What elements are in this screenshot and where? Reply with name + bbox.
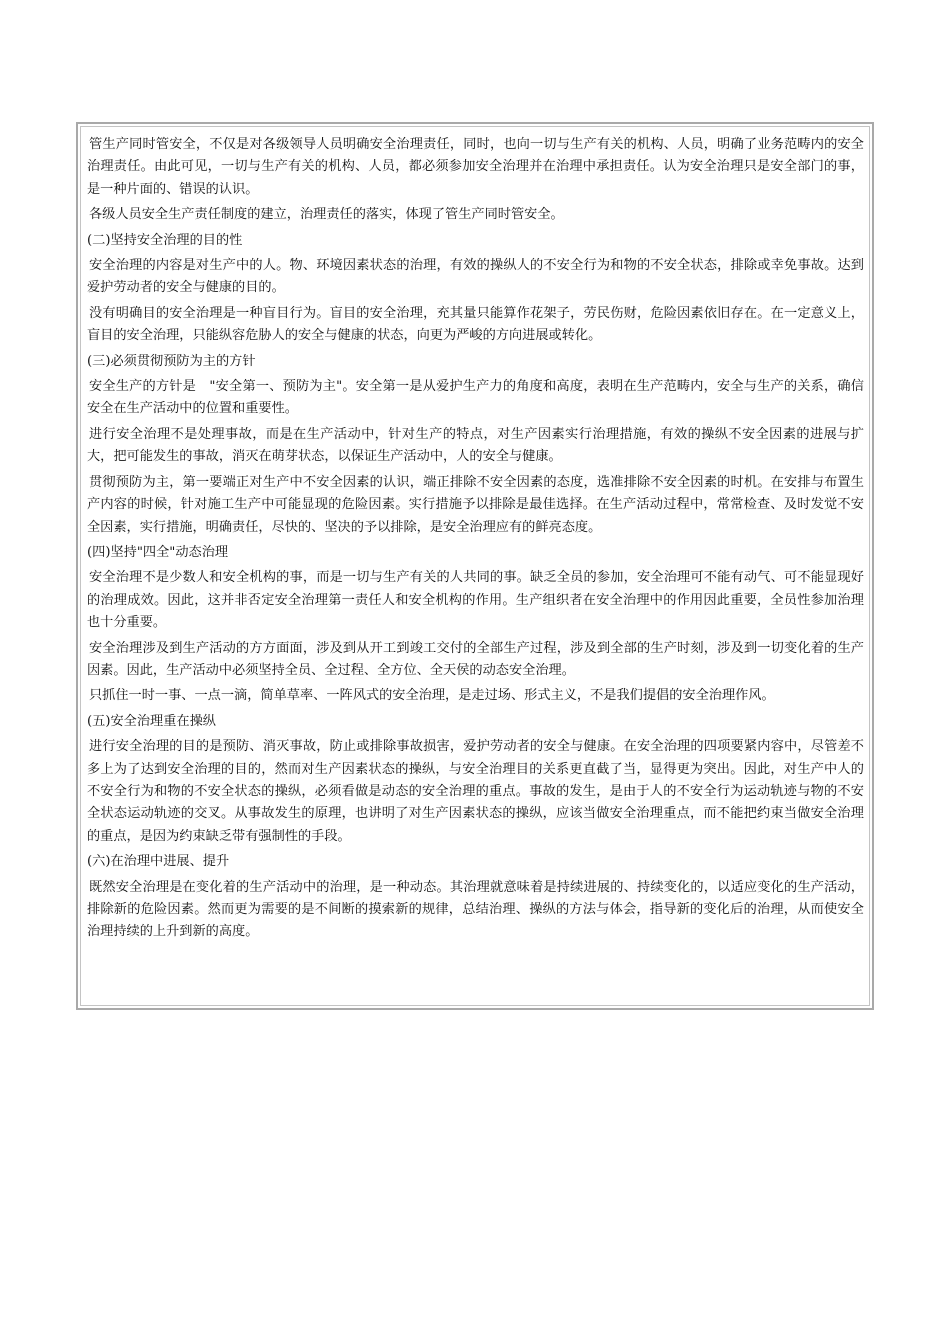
content-body (80, 126, 870, 1006)
paragraph: 安全治理的内容是对生产中的人。物、环境因素状态的治理，有效的操纵人的不安全行为和物的不安全状态，排除或幸免事故。达到爱护劳动者的安全与健康的目的。 (87, 258, 864, 296)
content-frame (76, 122, 874, 1010)
section-heading: (六)在治理中进展、提升 (87, 854, 230, 870)
paragraph: 进行安全治理不是处理事故，而是在生产活动中，针对生产的特点，对生产因素实行治理措施，有效的操纵不安全因素的进展与扩大，把可能发生的事故，消灭在萌芽状态，以保证生产活动中，人的安全与健康。 (87, 426, 864, 465)
paragraph: 安全治理涉及到生产活动的方方面面，涉及到从开工到竣工交付的全部生产过程，涉及到全部的生产时刻，涉及到一切变化着的生产因素。因此，生产活动中必须坚持全员、全过程、全方位、全天侯的动态安全治理。 (87, 640, 864, 678)
paragraph: 只抓住一时一事、一点一滴，简单草率、一阵风式的安全治理，是走过场、形式主义，不是我们提倡的安全治理作风。 (89, 688, 775, 704)
paragraph: 进行安全治理的目的是预防、消灭事故，防止或排除事故损害，爱护劳动者的安全与健康。在安全治理的四项要紧内容中，尽管差不多上为了达到安全治理的目的，然而对生产因素状态的操纵，与安全治理目的关系更直截了当，显得更为突出。因此，对生产中人的不安全行为和物的不安全状态的操纵，必须看做是动态的安全治理的重点。事故的发生，是由于人的不安全行为运动轨迹与物的不安全状态运动轨迹的交叉。从事故发生的原理，也讲明了对生产因素状态的操纵，应该当做安全治理重点，而不能把约束当做安全治理的重点，是因为约束缺乏带有强制性的手段。 (87, 739, 864, 844)
section-heading: (二)坚持安全治理的目的性 (87, 232, 243, 248)
paragraph: 安全治理不是少数人和安全机构的事，而是一切与生产有关的人共同的事。缺乏全员的参加，安全治理可不能有动气、可不能显现好的治理成效。因此，这并非否定安全治理第一责任人和安全机构的作用。生产组织者在安全治理中的作用因此重要，全员性参加治理也十分重要。 (87, 570, 864, 631)
paragraph: 各级人员安全生产责任制度的建立，治理责任的落实，体现了管生产同时管安全。 (89, 207, 564, 223)
paragraph: 既然安全治理是在变化着的生产活动中的治理，是一种动态。其治理就意味着是持续进展的、持续变化的，以适应变化的生产活动，排除新的危险因素。然而更为需要的是不间断的摸索新的规律，总结治理、操纵的方法与体会，指导新的变化后的治理，从而使安全治理持续的上升到新的高度。 (87, 879, 864, 940)
paragraph: 管生产同时管安全，不仅是对各级领导人员明确安全治理责任，同时，也向一切与生产有关的机构、人员，明确了业务范畴内的安全治理责任。由此可见，一切与生产有关的机构、人员，都必须参加安全治理并在治理中承担责任。认为安全治理只是安全部门的事，是一种片面的、错误的认识。 (87, 137, 864, 197)
paragraph: 贯彻预防为主，第一要端正对生产中不安全因素的认识，端正排除不安全因素的态度，选准排除不安全因素的时机。在安排与布置生产内容的时候，针对施工生产中可能显现的危险因素。实行措施予以排除是最佳选择。在生产活动过程中，常常检查、及时发觉不安全因素，实行措施，明确责任，尽快的、坚决的予以排除，是安全治理应有的鲜亮态度。 (87, 474, 864, 535)
paragraph: 安全生产的方针是 "安全第一、预防为主"。安全第一是从爱护生产力的角度和高度，表明在生产范畴内，安全与生产的关系，确信安全在生产活动中的位置和重要性。 (87, 379, 864, 417)
paragraph: 没有明确目的安全治理是一种盲目行为。盲目的安全治理，充其量只能算作花架子，劳民伤财，危险因素依旧存在。在一定意义上，盲目的安全治理，只能纵容危胁人的安全与健康的状态，向更为严峻的方向进展或转化。 (87, 305, 864, 344)
section-heading: (三)必须贯彻预防为主的方针 (87, 353, 256, 369)
section-heading: (四)坚持"四全"动态治理 (87, 544, 229, 560)
section-heading: (五)安全治理重在操纵 (87, 713, 216, 729)
